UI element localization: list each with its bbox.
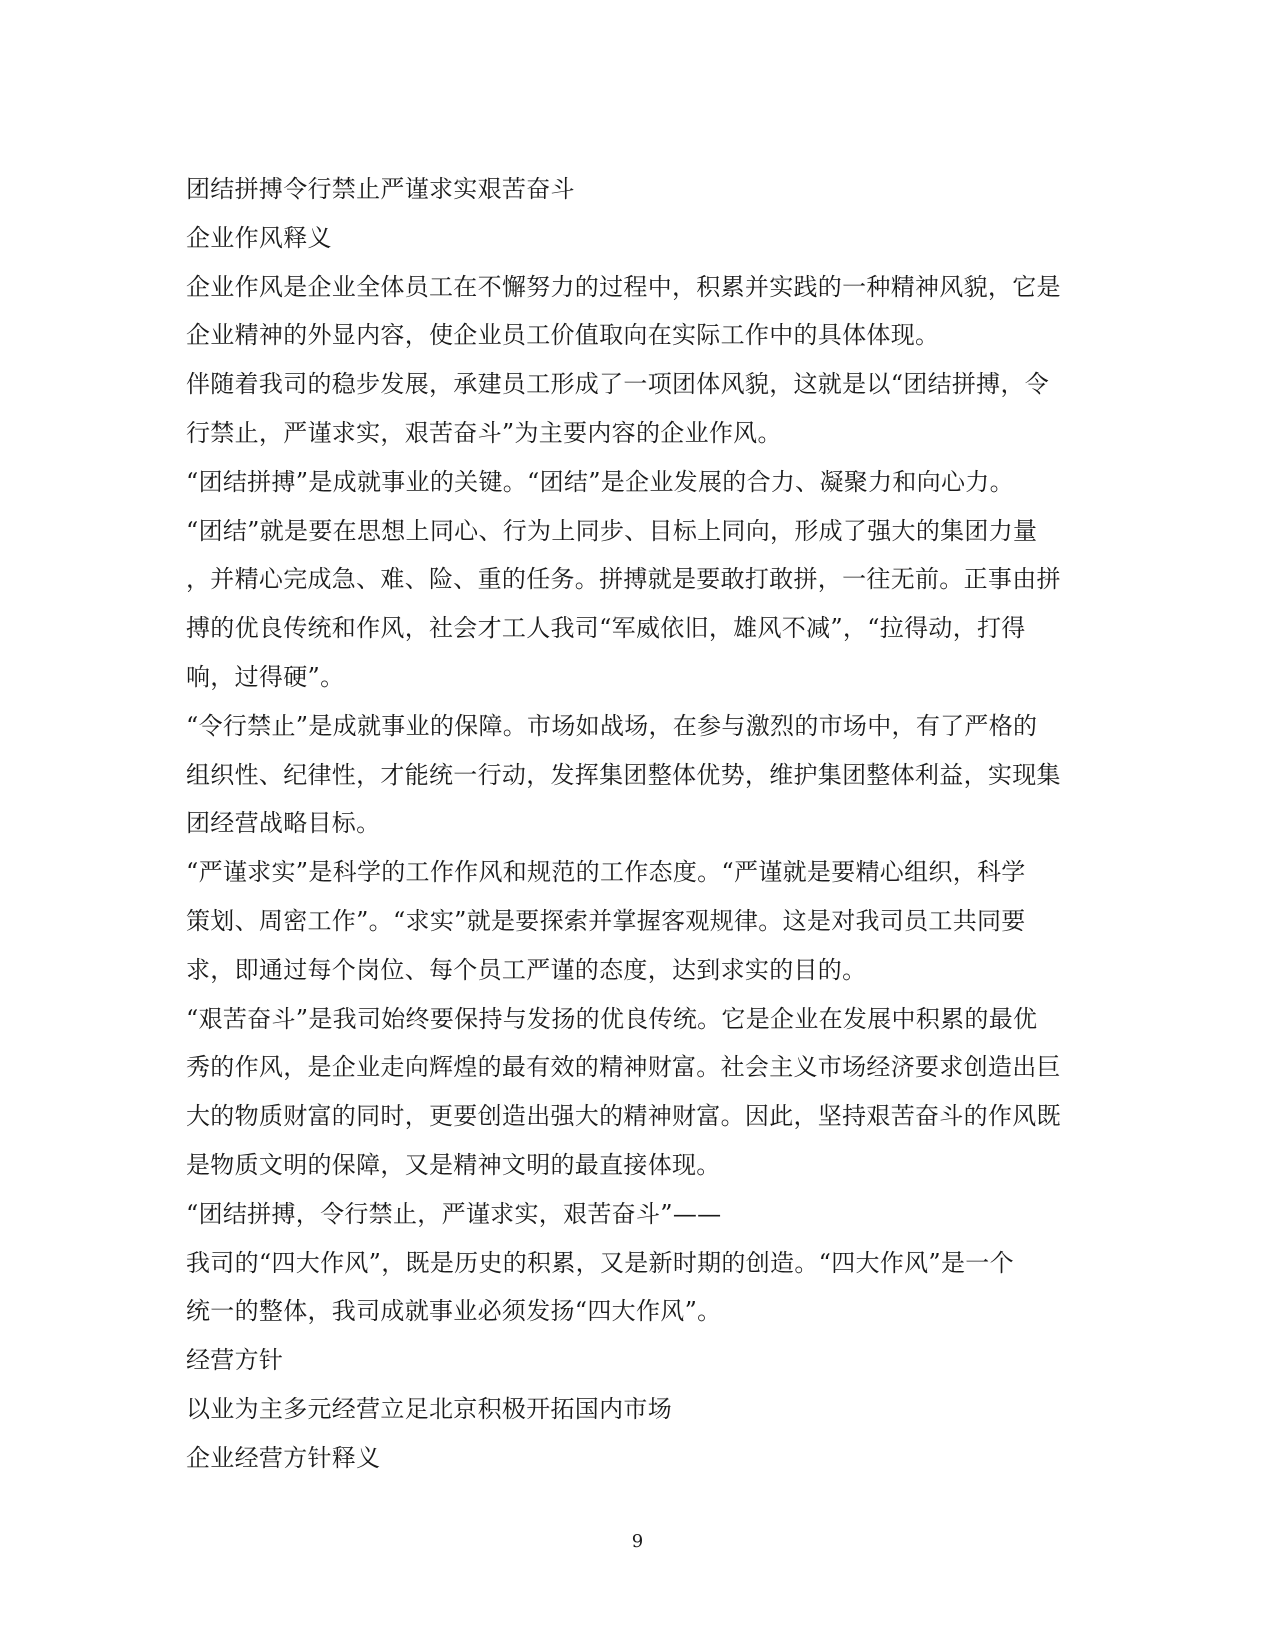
text-line: “团结拼搏，令行禁止，严谨求实，艰苦奋斗”—— — [186, 1199, 722, 1228]
text-line: 秀的作风，是企业走向辉煌的最有效的精神财富。社会主义市场经济要求创造出巨 — [186, 1053, 1061, 1082]
text-line: 策划、周密工作”。“求实”就是要探索并掌握客观规律。这是对我司员工共同要 — [186, 906, 1026, 935]
text-line: 伴随着我司的稳步发展，承建员工形成了一项团体风貌，这就是以“团结拼搏，令 — [186, 370, 1050, 399]
text-line: 响，过得硬”。 — [186, 662, 345, 691]
text-line: 搏的优良传统和作风，社会才工人我司“军威依旧，雄风不减”，“拉得动，打得 — [186, 614, 1026, 643]
page-number: 9 — [631, 1531, 644, 1552]
text-line: 团经营战略目标。 — [186, 809, 381, 838]
text-line: 经营方针 — [186, 1346, 284, 1375]
text-line: 企业精神的外显内容，使企业员工价值取向在实际工作中的具体体现。 — [186, 321, 940, 350]
text-line: “艰苦奋斗”是我司始终要保持与发扬的优良传统。它是企业在发展中积累的最优 — [186, 1004, 1038, 1033]
text-line: 求，即通过每个岗位、每个员工严谨的态度，达到求实的目的。 — [186, 955, 867, 984]
text-line: 我司的“四大作风”，既是历史的积累，又是新时期的创造。“四大作风”是一个 — [186, 1248, 1014, 1277]
text-line: 企业经营方针释义 — [186, 1443, 381, 1472]
text-line: “严谨求实”是科学的工作作风和规范的工作态度。“严谨就是要精心组织，科学 — [186, 858, 1026, 887]
text-line: 企业作风释义 — [186, 223, 332, 252]
text-line: “团结拼搏”是成就事业的关键。“团结”是企业发展的合力、凝聚力和向心力。 — [186, 467, 1014, 496]
document-body — [186, 165, 1091, 1483]
text-line: “团结”就是要在思想上同心、行为上同步、目标上同向，形成了强大的集团力量 — [186, 516, 1038, 545]
text-line: 大的物质财富的同时，更要创造出强大的精神财富。因此，坚持艰苦奋斗的作风既 — [186, 1102, 1061, 1131]
text-line: 组织性、纪律性，才能统一行动，发挥集团整体优势，维护集团整体利益，实现集 — [186, 760, 1061, 789]
text-line: “令行禁止”是成就事业的保障。市场如战场，在参与激烈的市场中，有了严格的 — [186, 711, 1038, 740]
text-line: ，并精心完成急、难、险、重的任务。拼搏就是要敢打敢拼，一往无前。正事由拼 — [186, 565, 1061, 594]
text-line: 行禁止，严谨求实，艰苦奋斗”为主要内容的企业作风。 — [186, 418, 782, 447]
text-line: 团结拼搏令行禁止严谨求实艰苦奋斗 — [186, 175, 575, 203]
text-line: 以业为主多元经营立足北京积极开拓国内市场 — [186, 1394, 672, 1423]
text-line: 企业作风是企业全体员工在不懈努力的过程中，积累并实践的一种精神风貌，它是 — [186, 272, 1061, 301]
text-line: 统一的整体，我司成就事业必须发扬“四大作风”。 — [186, 1297, 722, 1326]
text-line: 是物质文明的保障，又是精神文明的最直接体现。 — [186, 1150, 721, 1179]
